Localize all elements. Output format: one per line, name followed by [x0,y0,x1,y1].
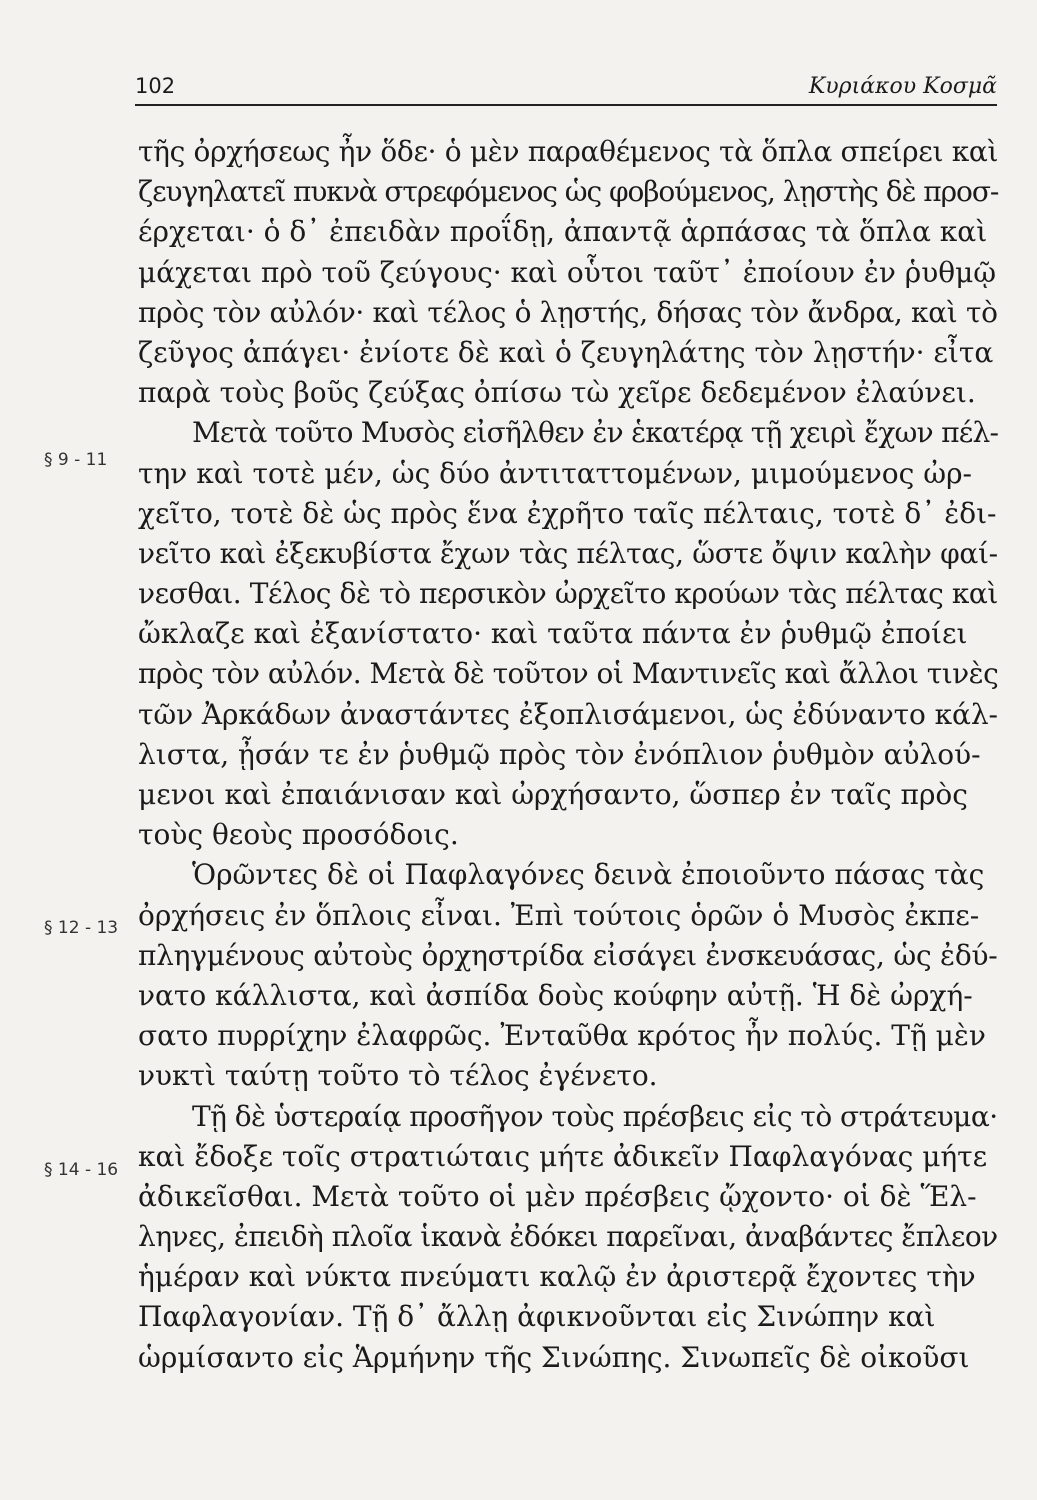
text-line: σατο πυρρίχην ἐλαφρῶς. Ἐνταῦθα κρότος ἦν πολύς. Τῇ μὲν [138,1019,986,1053]
text-line: ὤκλαζε καὶ ἐξανίστατο· καὶ ταῦτα πάντα ἐν ῥυθμῷ ἐποίει [138,617,968,651]
text-line: μενοι καὶ ἐπαιάνισαν καὶ ὠρχήσαντο, ὥσπερ ἐν ταῖς πρὸς [138,778,968,811]
text-line: ὀρχήσεις ἐν ὅπλοις εἶναι. Ἐπὶ τούτοις ὁρῶν ὁ Μυσὸς ἐκπε- [138,898,980,932]
paragraph-1 [138,132,998,413]
text-line: ἀδικεῖσθαι. Μετὰ τοῦτο οἱ μὲν πρέσβεις ᾤχοντο· οἱ δὲ Ἕλ- [138,1179,977,1213]
paragraph-3 [138,855,998,1096]
text-line: Παφλαγονίαν. Τῇ δ᾽ ἄλλῃ ἀφικνοῦνται εἰς Σινώπην καὶ [138,1300,936,1334]
text-line: ληνες, ἐπειδὴ πλοῖα ἱκανὰ ἐδόκει παρεῖναι, ἀναβάντες ἔπλεον [138,1220,998,1254]
text-line: Τῇ δὲ ὑστεραίᾳ προσῆγον τοὺς πρέσβεις εἰς τὸ στράτευμα· [192,1099,998,1133]
text-line: Μετὰ τοῦτο Μυσὸς εἰσῆλθεν ἐν ἑκατέρᾳ τῇ χειρὶ ἔχων πέλ- [192,416,999,450]
text-line: ζευγηλατεῖ πυκνὰ στρεφόμενος ὡς φοβούμενος, λῃστὴς δὲ προσ- [138,175,999,209]
running-header [135,68,997,106]
page-number: 102 [135,74,176,98]
text-line: χεῖτο, τοτὲ δὲ ὡς πρὸς ἕνα ἐχρῆτο ταῖς πέλταις, τοτὲ δ᾽ ἐδι- [138,496,997,530]
text-line: λιστα, ᾖσάν τε ἐν ῥυθμῷ πρὸς τὸν ἐνόπλιον ῥυθμὸν αὐλού- [138,737,981,771]
section-ref-12-13: § 12 - 13 [44,918,119,938]
text-line: πληγμένους αὐτοὺς ὀρχηστρίδα εἰσάγει ἐνσκευάσας, ὡς ἐδύ- [138,938,998,972]
section-ref-9-11: § 9 - 11 [44,450,108,470]
body-text [138,132,998,1378]
text-line: ζεῦγος ἀπάγει· ἐνίοτε δὲ καὶ ὁ ζευγηλάτης τὸν λῃστήν· εἶτα [138,335,994,369]
text-line: μάχεται πρὸ τοῦ ζεύγους· καὶ οὗτοι ταῦτ᾽ ἐποίουν ἐν ῥυθμῷ [138,255,997,289]
text-line: παρὰ τοὺς βοῦς ζεύξας ὀπίσω τὼ χεῖρε δεδεμένον ἐλαύνει. [138,376,976,410]
text-line: νυκτὶ ταύτῃ τοῦτο τὸ τέλος ἐγένετο. [138,1059,658,1093]
text-line: νεσθαι. Τέλος δὲ τὸ περσικὸν ὠρχεῖτο κρούων τὰς πέλτας καὶ [138,577,998,611]
text-line: τῆς ὀρχήσεως ἦν ὅδε· ὁ μὲν παραθέμενος τὰ ὅπλα σπείρει καὶ [138,135,999,168]
text-line: ὡρμίσαντο εἰς Ἁρμήνην τῆς Σινώπης. Σινωπεῖς δὲ οἰκοῦσι [138,1340,970,1374]
text-line: έρχεται· ὁ δ᾽ ἐπειδὰν προΐδῃ, ἀπαντᾷ ἁρπάσας τὰ ὅπλα καὶ [138,215,988,249]
text-line: τῶν Ἀρκάδων ἀναστάντες ἐξοπλισάμενοι, ὡς ἐδύναντο κάλ- [138,697,998,731]
paragraph-2 [138,413,998,855]
text-line: Ὁρῶντες δὲ οἱ Παφλαγόνες δεινὰ ἐποιοῦντο πάσας τὰς [192,858,985,892]
paragraph-4 [138,1097,998,1378]
text-line: πρὸς τὸν αὐλόν· καὶ τέλος ὁ λῃστής, δήσας τὸν ἄνδρα, καὶ τὸ [138,295,998,329]
text-line: νεῖτο καὶ ἐξεκυβίστα ἔχων τὰς πέλτας, ὥστε ὄψιν καλὴν φαί- [138,536,998,570]
text-line: την καὶ τοτὲ μέν, ὡς δύο ἀντιταττομένων, μιμούμενος ὠρ- [138,456,972,490]
text-line: νατο κάλλιστα, καὶ ἀσπίδα δοὺς κούφην αὐτῇ. Ἡ δὲ ὠρχή- [138,978,973,1012]
text-line: ἡμέραν καὶ νύκτα πνεύματι καλῷ ἐν ἀριστερᾷ ἔχοντες τὴν [138,1260,976,1294]
text-line: καὶ ἔδοξε τοῖς στρατιώταις μήτε ἀδικεῖν Παφλαγόνας μήτε [138,1139,988,1173]
running-title: Κυριάκου Κοσμᾶ [808,74,997,99]
section-ref-14-16: § 14 - 16 [44,1160,119,1180]
text-line: πρὸς τὸν αὐλόν. Μετὰ δὲ τοῦτον οἱ Μαντινεῖς καὶ ἄλλοι τινὲς [138,657,999,691]
text-line: τοὺς θεοὺς προσόδοις. [138,818,459,852]
